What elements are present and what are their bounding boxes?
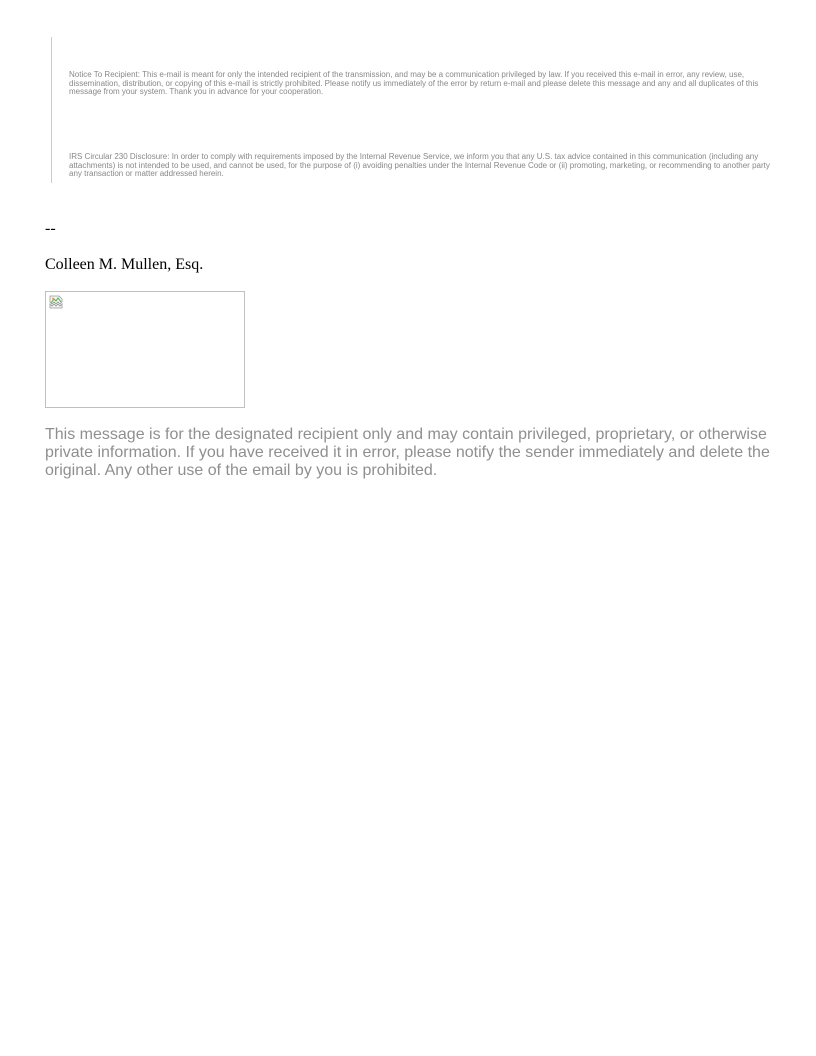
signature-separator: -- (45, 220, 56, 237)
broken-image-icon (48, 294, 64, 310)
signature-name: Colleen M. Mullen, Esq. (45, 256, 204, 273)
irs-disclosure-text: IRS Circular 230 Disclosure: In order to comply with requirements imposed by the Internal Revenue Service, we inform you that any U.S. tax advice contained in this communication (including any attachments) is not intended to be used, and cannot be used, for the purpose of (i) avoiding penalties under the Internal Revenue Code or (ii) promoting, marketing, or recommending to another party any transaction or matter addressed herein. (69, 152, 770, 179)
signature-logo-image (45, 291, 245, 408)
recipient-notice-text: Notice To Recipient: This e-mail is meant for only the intended recipient of the transmission, and may be a communication privileged by law. If you received this e-mail in error, any review, use, dissemination, distribution, or copying of this e-mail is strictly prohibited. Please notify us immediately of the error by return e-mail and please delete this message and any and all duplicates of this message from your system. Thank you in advance for your cooperation. (69, 70, 759, 97)
confidentiality-disclaimer: This message is for the designated recipient only and may contain privileged, proprietary, or otherwise private information. If you have received it in error, please notify the sender immediately and delete the original. Any other use of the email by you is prohibited. (45, 426, 770, 479)
quoted-message-block (51, 37, 777, 183)
